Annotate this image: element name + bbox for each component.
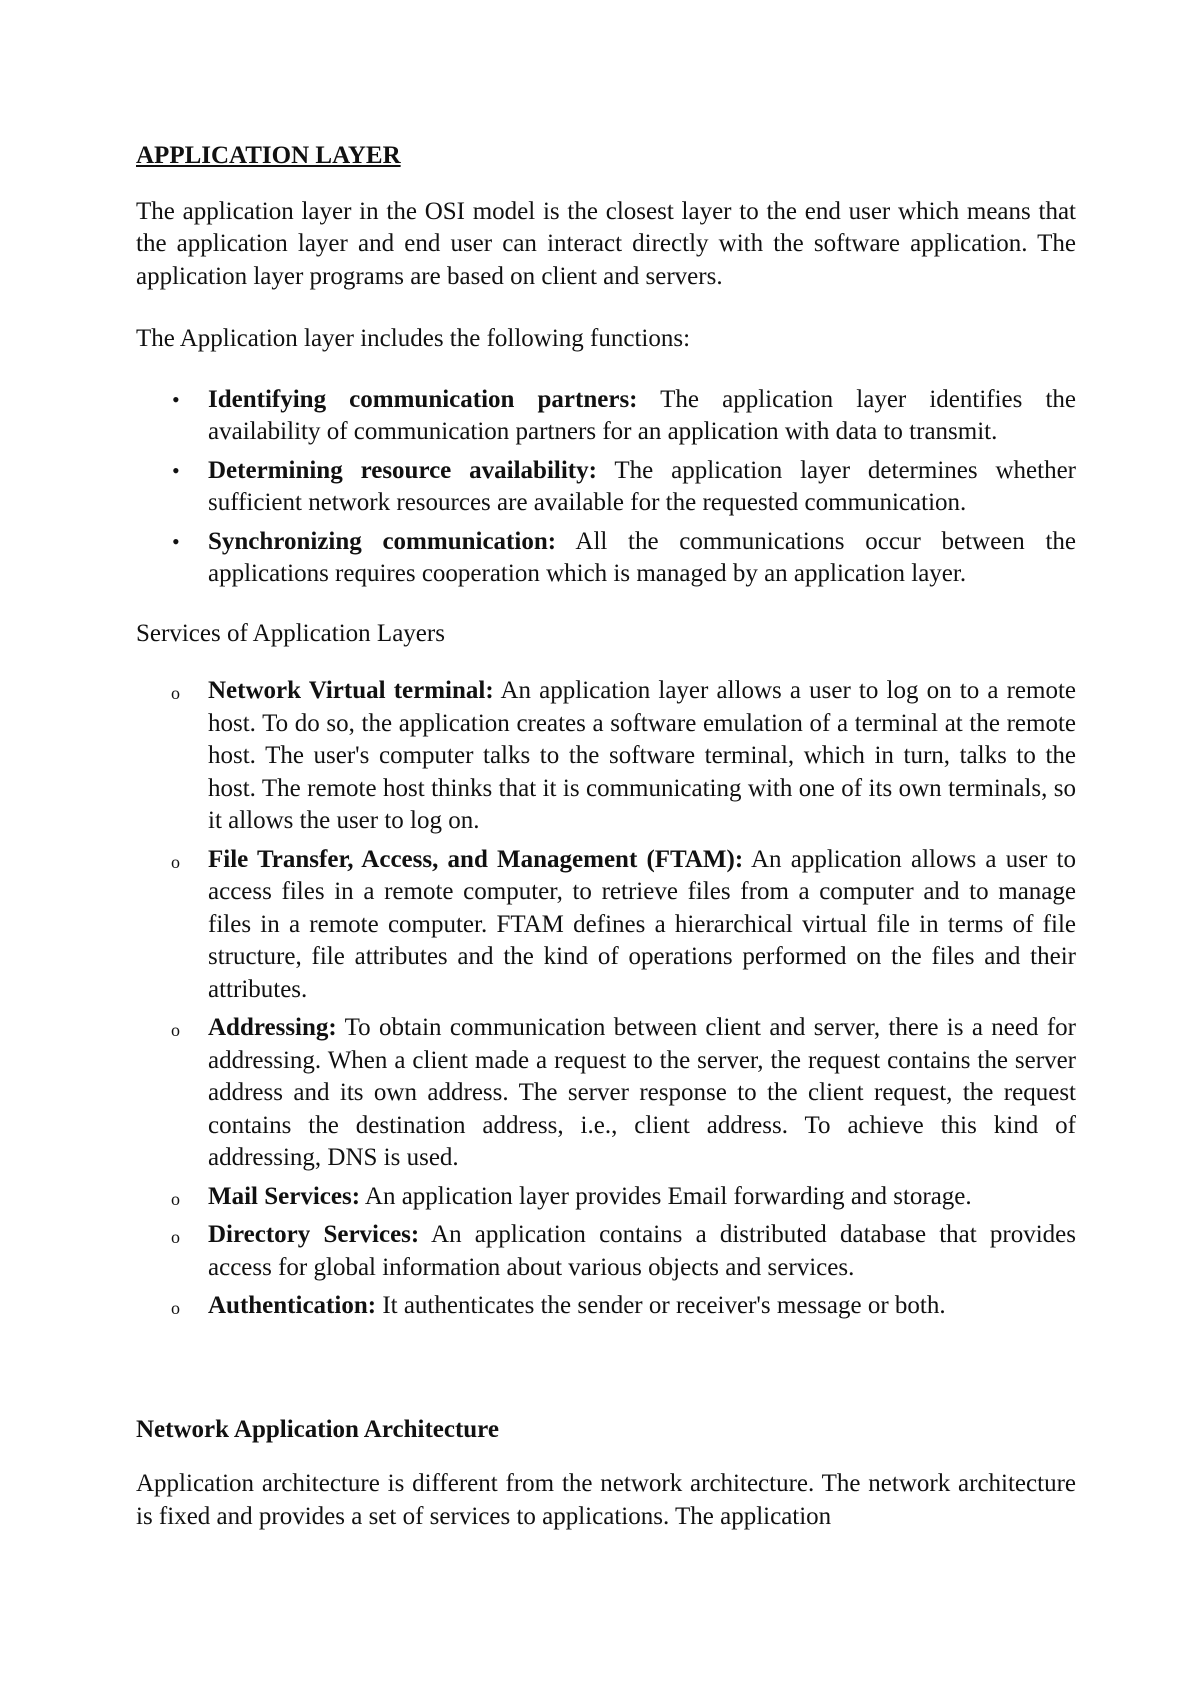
service-term: Network Virtual terminal: [208,677,494,704]
document-page [136,140,1076,1533]
service-text: An application layer allows a user to log on to a remote host. To do so, the application creates a software emulation of a terminal at the remote host. The user's computer talks to the software terminal, which in turn, talks to the host. The remote host thinks that it is communicating with one of its own terminals, so it allows the user to log on. [208,677,1076,834]
circle-bullet-icon: o [171,851,180,872]
services-list [136,675,1076,1323]
list-item [136,1012,1076,1175]
service-text: An application contains a distributed database that provides access for global information about various objects and services. [208,1221,1077,1281]
function-text: The application layer identifies the availability of communication partners for an application with data to transmit. [208,385,1076,445]
service-text: It authenticates the sender or receiver's message or both. [376,1292,946,1319]
function-term: Identifying communication partners: [208,385,638,413]
function-text: All the communications occur between the applications requires cooperation which is managed by an application layer. [208,527,1077,587]
function-term: Determining resource availability: [208,456,597,484]
list-item [136,455,1076,520]
bullet-icon: • [172,457,180,483]
service-term: Authentication: [208,1292,377,1319]
list-item [136,844,1076,1007]
service-term: Directory Services: [208,1221,420,1248]
circle-bullet-icon: o [171,1188,180,1209]
list-item [136,1181,1076,1214]
functions-lead: The Application layer includes the following functions: [136,325,691,352]
circle-bullet-icon: o [171,1020,180,1040]
list-item [136,1290,1076,1323]
function-term: Synchronizing communication: [208,527,557,555]
list-item [136,675,1076,838]
bullet-icon: • [172,528,180,554]
architecture-heading: Network Application Architecture [136,1415,499,1443]
service-text: An application layer provides Email forwarding and storage. [360,1182,972,1210]
list-item [136,1219,1076,1284]
function-text: The application layer determines whether sufficient network resources are available for the requested communication. [208,456,1076,516]
page-title: APPLICATION LAYER [136,142,401,169]
service-term: File Transfer, Access, and Management (FTAM): [208,845,744,873]
list-item [136,526,1076,591]
list-item [136,384,1076,449]
circle-bullet-icon: o [171,1227,180,1247]
functions-list [136,384,1076,591]
architecture-paragraph: Application architecture is different from the network architecture. The network architecture is fixed and provides a set of services to applications. The application [136,1470,1076,1530]
services-heading: Services of Application Layers [136,619,445,647]
circle-bullet-icon: o [171,683,180,703]
service-term: Addressing: [208,1014,337,1041]
intro-paragraph: The application layer in the OSI model is the closest layer to the end user which means that the application layer and end user can interact directly with the software application. The application layer programs are based on client and servers. [136,197,1076,290]
service-text: An application allows a user to access files in a remote computer, to retrieve files from a computer and to manage files in a remote computer. FTAM defines a hierarchical virtual file in terms of file structure, file attributes and the kind of operations performed on the files and their attributes. [208,845,1076,1003]
service-term: Mail Services: [208,1182,361,1210]
circle-bullet-icon: o [171,1298,180,1318]
service-text: To obtain communication between client and server, there is a need for addressing. When a client made a request to the server, the request contains the server address and its own address. The server response to the client request, the request contains the destination address, i.e., client address. To achieve this kind of addressing, DNS is used. [208,1014,1076,1171]
bullet-icon: • [172,386,180,412]
